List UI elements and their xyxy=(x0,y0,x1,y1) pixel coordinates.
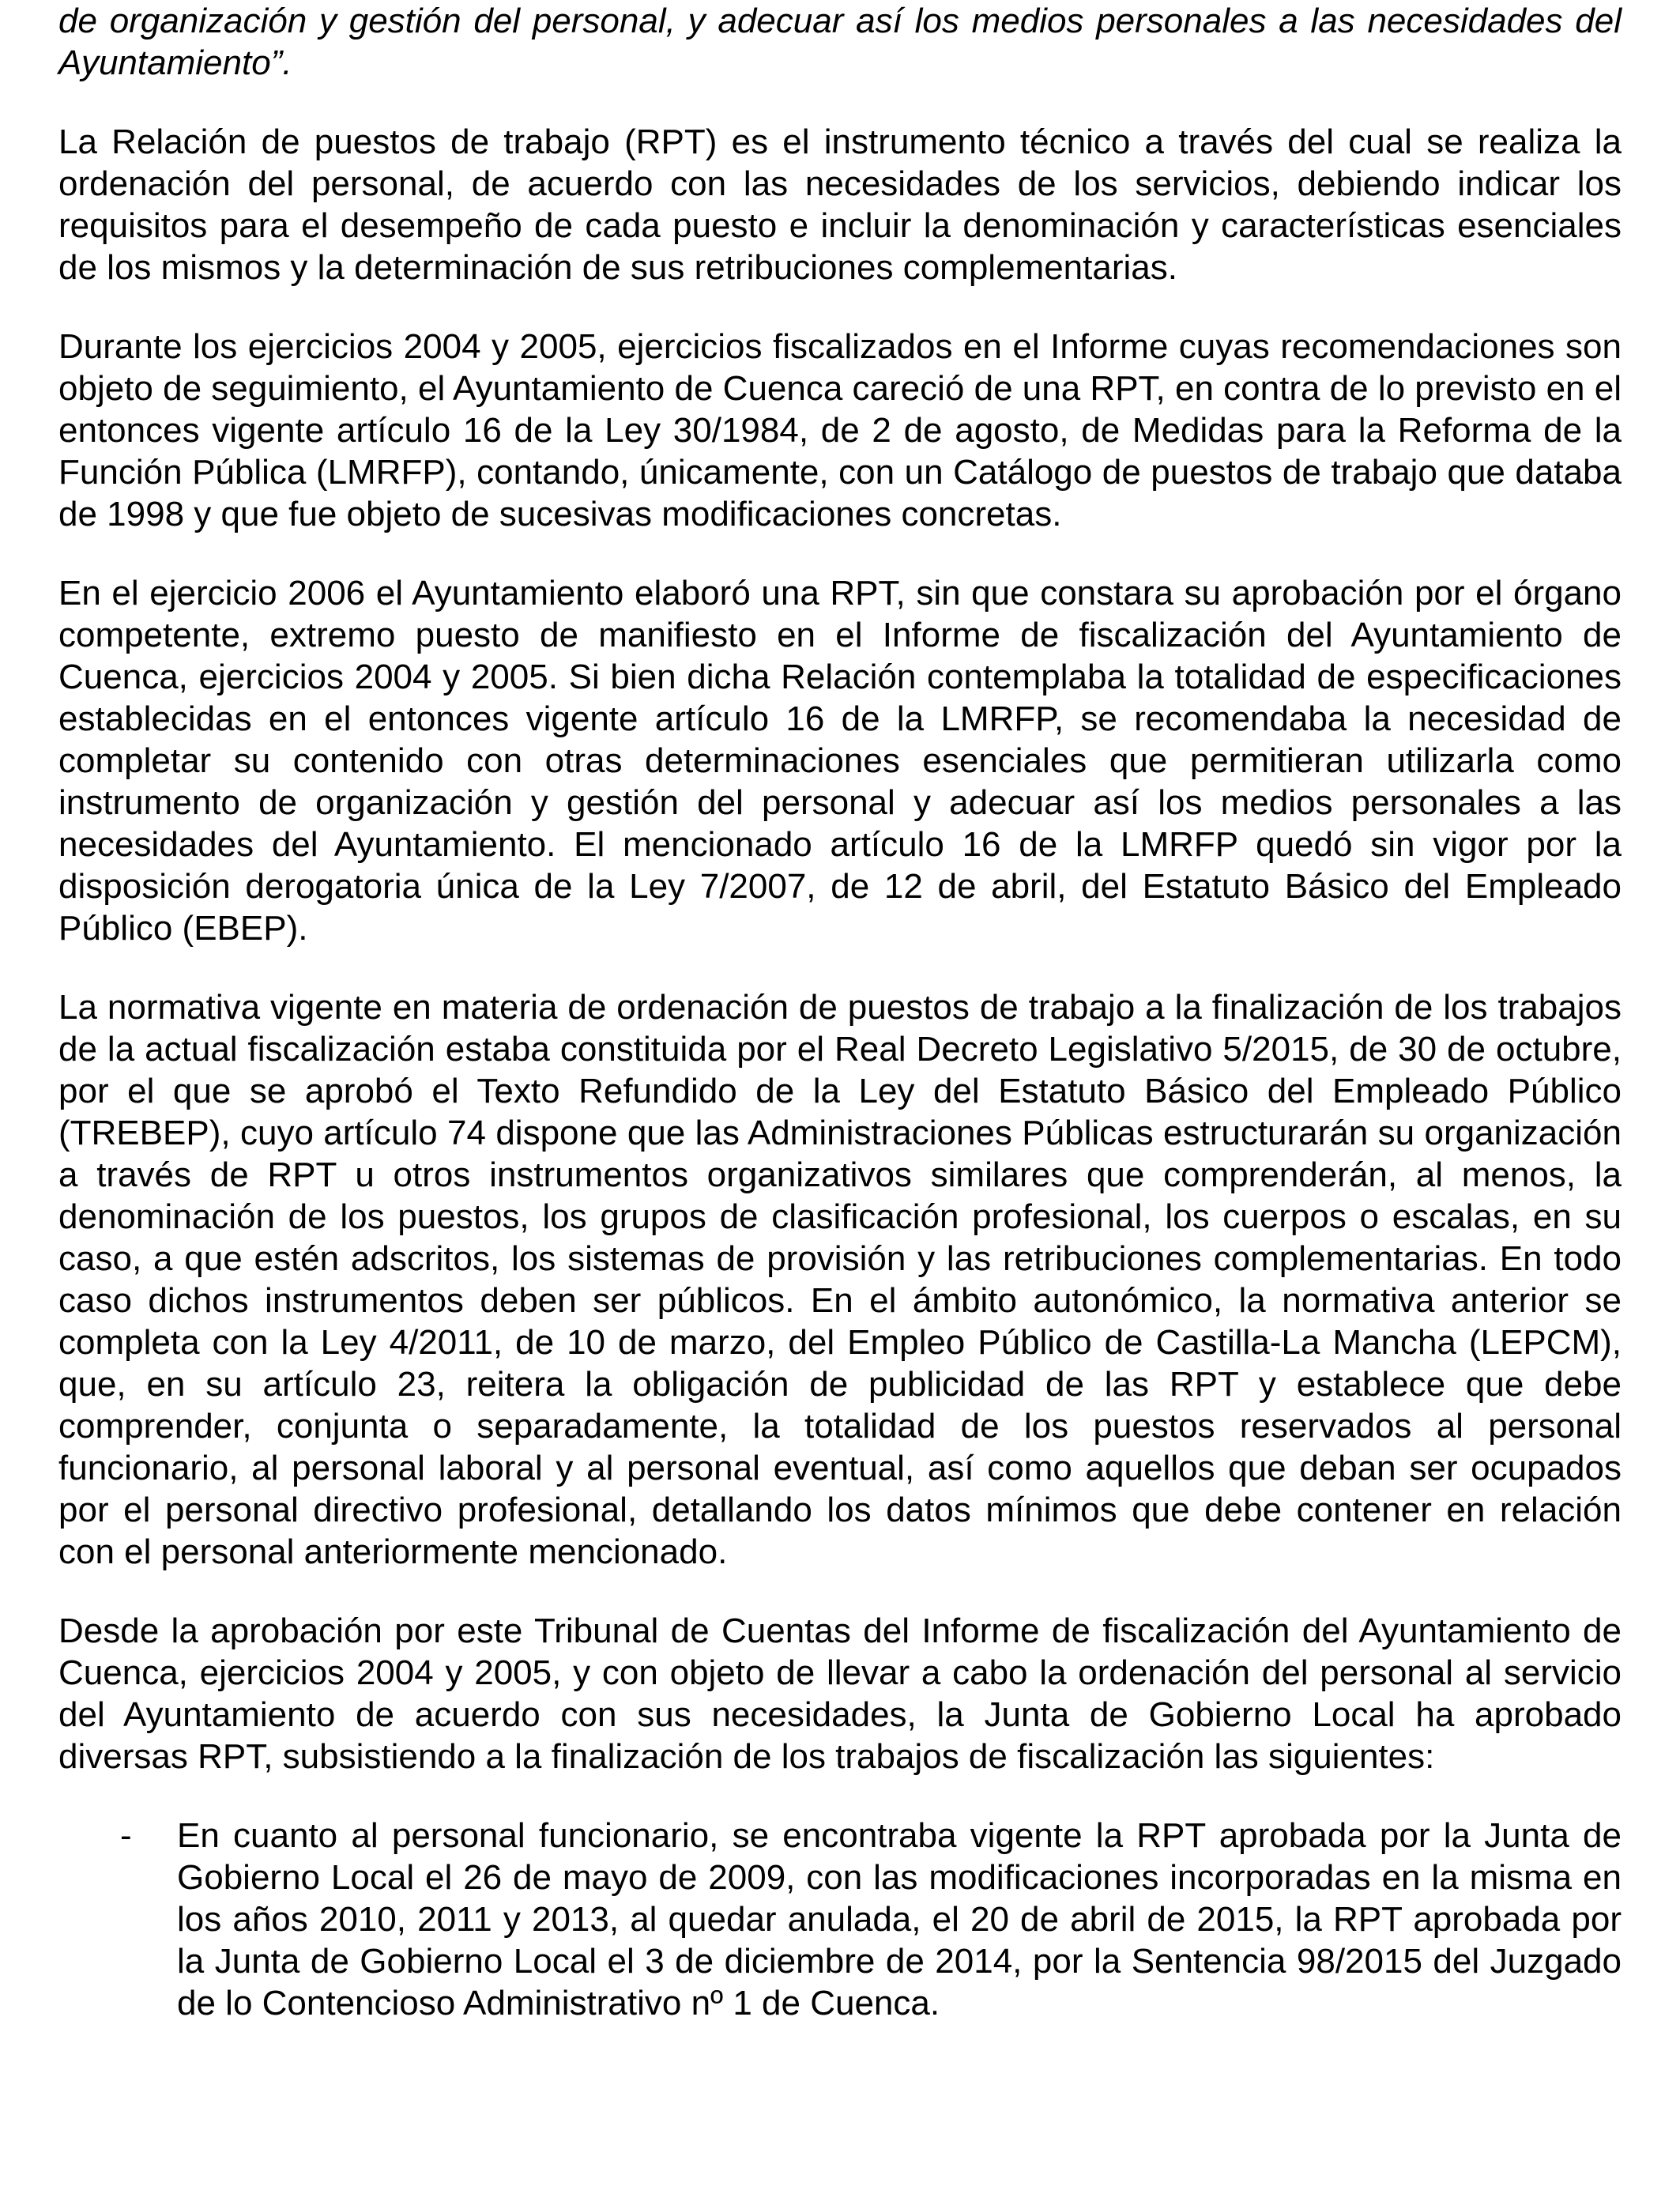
approved-rpt-paragraph: Desde la aprobación por este Tribunal de Cuentas del Informe de fiscalización del Ayuntamiento de Cuenca, ejercicios 2004 y 2005, y con objeto de llevar a cabo la ordenación del personal al servicio del Ayuntamiento de acuerdo con sus necesidades, la Junta de Gobierno Local ha aprobado diversas RPT, subsistiendo a la finalización de los trabajos de fiscalización las siguientes: xyxy=(58,1612,1622,1776)
dash-bullet: - xyxy=(120,1816,132,1855)
rpt-list xyxy=(58,1815,1622,2024)
fiscal-years-paragraph: Durante los ejercicios 2004 y 2005, ejercicios fiscalizados en el Informe cuyas recomendaciones son objeto de seguimiento, el Ayuntamiento de Cuenca careció de una RPT, en contra de lo previsto en el entonces vigente artículo 16 de la Ley 30/1984, de 2 de agosto, de Medidas para la Reforma de la Función Pública (LMRFP), contando, únicamente, con un Catálogo de puestos de trabajo que databa de 1998 y que fue objeto de sucesivas modificaciones concretas. xyxy=(58,327,1622,533)
list-item xyxy=(58,1815,1622,2024)
quote-continuation-paragraph: de organización y gestión del personal, y adecuar así los medios personales a las necesidades del Ayuntamiento”. xyxy=(58,2,1622,82)
list-item-text: En cuanto al personal funcionario, se encontraba vigente la RPT aprobada por la Junta de Gobierno Local el 26 de mayo de 2009, con las modificaciones incorporadas en la misma en los años 2010, 2011 y 2013, al quedar anulada, el 20 de abril de 2015, la RPT aprobada por la Junta de Gobierno Local el 3 de diciembre de 2014, por la Sentencia 98/2015 del Juzgado de lo Contencioso Administrativo nº 1 de Cuenca. xyxy=(177,1816,1622,2022)
rpt-2006-paragraph: En el ejercicio 2006 el Ayuntamiento elaboró una RPT, sin que constara su aprobación por el órgano competente, extremo puesto de manifiesto en el Informe de fiscalización del Ayuntamiento de Cuenca, ejercicios 2004 y 2005. Si bien dicha Relación contemplaba la totalidad de especificaciones establecidas en el entonces vigente artículo 16 de la LMRFP, se recomendaba la necesidad de completar su contenido con otras determinaciones esenciales que permitieran utilizarla como instrumento de organización y gestión del personal y adecuar así los medios personales a las necesidades del Ayuntamiento. El mencionado artículo 16 de la LMRFP quedó sin vigor por la disposición derogatoria única de la Ley 7/2007, de 12 de abril, del Estatuto Básico del Empleado Público (EBEP). xyxy=(58,574,1622,948)
current-regulation-paragraph: La normativa vigente en materia de ordenación de puestos de trabajo a la finalización de los trabajos de la actual fiscalización estaba constituida por el Real Decreto Legislativo 5/2015, de 30 de octubre, por el que se aprobó el Texto Refundido de la Ley del Estatuto Básico del Empleado Público (TREBEP), cuyo artículo 74 dispone que las Administraciones Públicas estructurarán su organización a través de RPT u otros instrumentos organizativos similares que comprenderán, al menos, la denominación de los puestos, los grupos de clasificación profesional, los cuerpos o escalas, en su caso, a que estén adscritos, los sistemas de provisión y las retribuciones complementarias. En todo caso dichos instrumentos deben ser públicos. En el ámbito autonómico, la normativa anterior se completa con la Ley 4/2011, de 10 de marzo, del Empleo Público de Castilla-La Mancha (LEPCM), que, en su artículo 23, reitera la obligación de publicidad de las RPT y establece que debe comprender, conjunta o separadamente, la totalidad de los puestos reservados al personal funcionario, al personal laboral y al personal eventual, así como aquellos que deban ser ocupados por el personal directivo profesional, detallando los datos mínimos que debe contener en relación con el personal anteriormente mencionado. xyxy=(58,988,1622,1571)
rpt-definition-paragraph: La Relación de puestos de trabajo (RPT) es el instrumento técnico a través del cual se realiza la ordenación del personal, de acuerdo con las necesidades de los servicios, debiendo indicar los requisitos para el desempeño de cada puesto e incluir la denominación y características esenciales de los mismos y la determinación de sus retribuciones complementarias. xyxy=(58,123,1622,287)
document-page xyxy=(58,0,1622,2024)
